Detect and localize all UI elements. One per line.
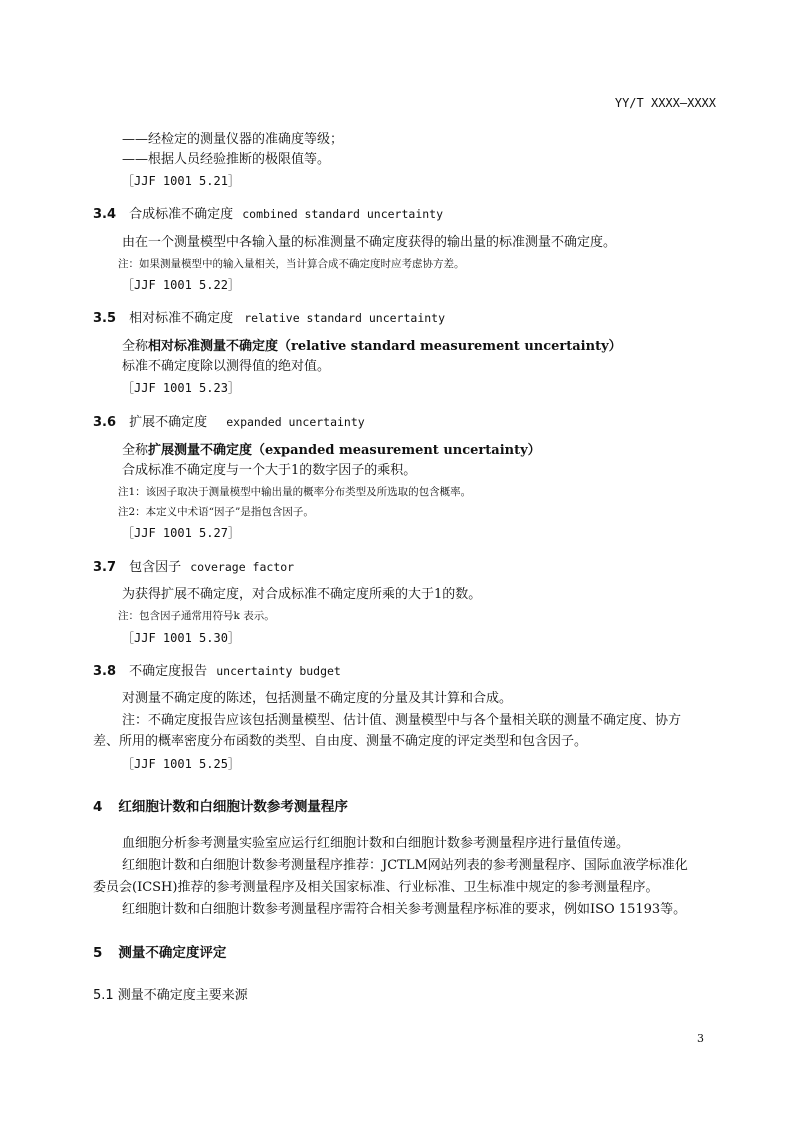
full-prefix: 全称 — [122, 339, 149, 354]
term-heading-3-4 — [93, 203, 443, 222]
full-term: 扩展测量不确定度（expanded measurement uncertainty） — [148, 443, 541, 458]
term-title-en: coverage factor — [190, 560, 295, 574]
term-number: 3.8 — [93, 664, 117, 679]
section-title: 测量不确定度评定 — [118, 945, 227, 961]
term-title-en: relative standard uncertainty — [244, 311, 446, 325]
section-heading-4 — [93, 795, 348, 815]
full-prefix: 全称 — [122, 443, 149, 458]
reference: ［JJF 1001 5.27］ — [122, 526, 240, 540]
section-number: 4 — [93, 799, 103, 815]
term-title-zh: 合成标准不确定度 — [129, 207, 234, 222]
list-item: ——经检定的测量仪器的准确度等级； — [122, 132, 344, 147]
term-heading-3-6 — [93, 411, 365, 430]
term-full-name — [122, 337, 622, 357]
term-note: 注：如果测量模型中的输入量相关，当计算合成不确定度时应考虑协方差。 — [118, 258, 465, 270]
list-item: ——根据人员经验推断的极限值等。 — [122, 152, 331, 167]
term-title-en: expanded uncertainty — [226, 415, 365, 429]
paragraph: 红细胞计数和白细胞计数参考测量程序需符合相关参考测量程序标准的要求，例如ISO 15193等。 — [122, 902, 687, 917]
paragraph: 委员会(ICSH)推荐的参考测量程序及相关国家标准、行业标准、卫生标准中规定的参考测量程序。 — [93, 880, 659, 895]
term-note: 注：不确定度报告应该包括测量模型、估计值、测量模型中与各个量相关联的测量不确定度、协方 — [122, 713, 682, 728]
term-title-zh: 不确定度报告 — [129, 664, 208, 679]
term-title-zh: 包含因子 — [129, 560, 182, 575]
term-number: 3.5 — [93, 311, 117, 326]
term-note: 差、所用的概率密度分布函数的类型、自由度、测量不确定度的评定类型和包含因子。 — [93, 734, 588, 749]
term-heading-3-5 — [93, 307, 445, 326]
subsection-title: 测量不确定度主要来源 — [117, 988, 248, 1003]
term-number: 3.4 — [93, 207, 117, 222]
subsection-number: 5.1 — [93, 988, 114, 1003]
term-definition: 为获得扩展不确定度，对合成标准不确定度所乘的大于1的数。 — [122, 587, 482, 602]
reference: ［JJF 1001 5.22］ — [122, 278, 240, 292]
standard-number: YY/T XXXX—XXXX — [614, 96, 716, 110]
paragraph: 红细胞计数和白细胞计数参考测量程序推荐：JCTLM网站列表的参考测量程序、国际血液学标准化 — [122, 858, 688, 873]
term-full-name — [122, 441, 541, 461]
reference: ［JJF 1001 5.30］ — [122, 631, 240, 645]
term-number: 3.7 — [93, 560, 117, 575]
term-heading-3-8 — [93, 660, 341, 679]
paragraph: 血细胞分析参考测量实验室应运行红细胞计数和白细胞计数参考测量程序进行量值传递。 — [122, 836, 630, 851]
term-title-zh: 扩展不确定度 — [129, 415, 208, 430]
term-number: 3.6 — [93, 415, 117, 430]
section-number: 5 — [93, 945, 103, 961]
term-note: 注2：本定义中术语“因子”是指包含因子。 — [118, 506, 314, 518]
term-definition: 对测量不确定度的陈述，包括测量不确定度的分量及其计算和合成。 — [122, 691, 513, 706]
term-heading-3-7 — [93, 556, 294, 575]
term-note: 注1：该因子取决于测量模型中输出量的概率分布类型及所选取的包含概率。 — [118, 486, 472, 498]
full-term: 相对标准测量不确定度（relative standard measurement uncertainty） — [148, 339, 622, 354]
reference: ［JJF 1001 5.25］ — [122, 757, 240, 771]
term-definition: 标准不确定度除以测得值的绝对值。 — [122, 359, 331, 374]
term-definition: 合成标准不确定度与一个大于1的数字因子的乘积。 — [122, 463, 417, 478]
term-title-en: combined standard uncertainty — [242, 207, 444, 221]
term-title-en: uncertainty budget — [216, 664, 341, 678]
term-definition: 由在一个测量模型中各输入量的标准测量不确定度获得的输出量的标准测量不确定度。 — [122, 235, 617, 250]
section-title: 红细胞计数和白细胞计数参考测量程序 — [118, 799, 348, 815]
subsection-heading-5-1 — [93, 984, 248, 1003]
reference: ［JJF 1001 5.23］ — [122, 381, 240, 395]
term-title-zh: 相对标准不确定度 — [129, 311, 234, 326]
term-note: 注：包含因子通常用符号k 表示。 — [118, 610, 275, 622]
reference: ［JJF 1001 5.21］ — [122, 174, 240, 188]
section-heading-5 — [93, 941, 226, 961]
page-number: 3 — [697, 1032, 704, 1045]
